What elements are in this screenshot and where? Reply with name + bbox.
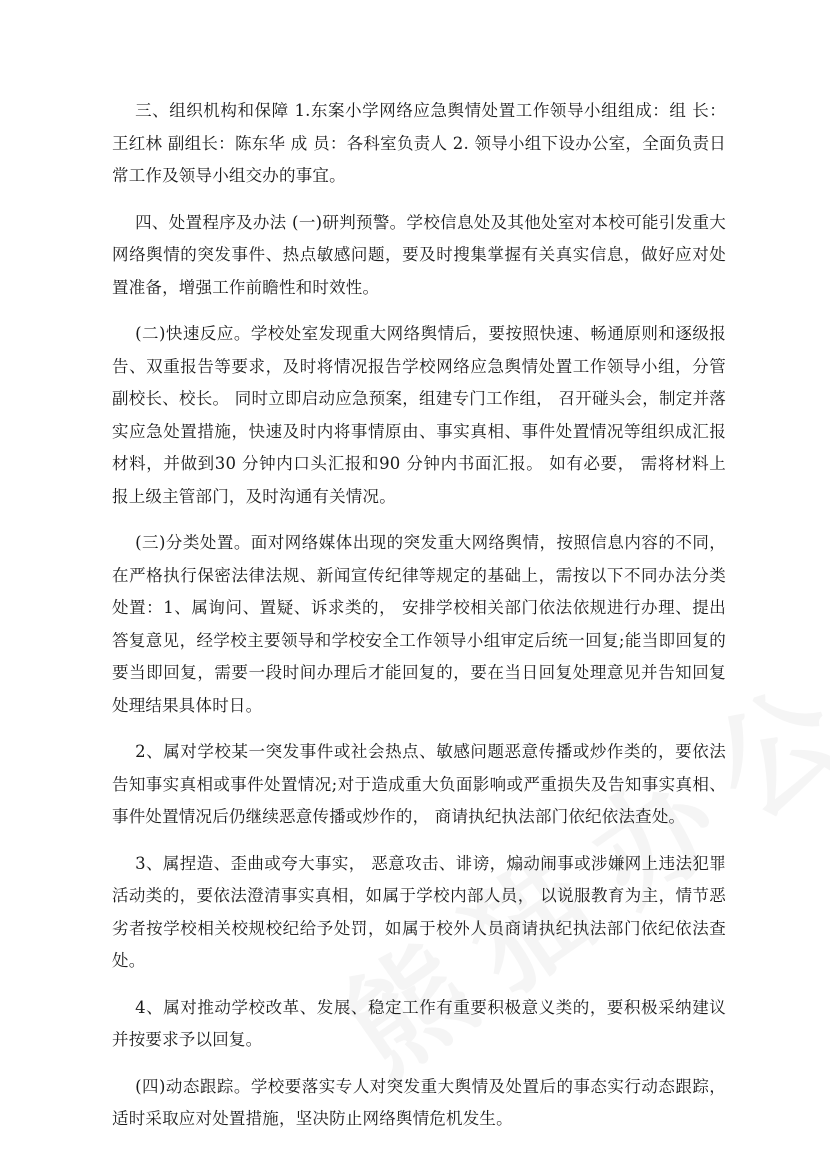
paragraph-rapid-response: (二)快速反应。学校处室发现重大网络舆情后，要按照快速、畅通原则和逐级报告、双重报告等要求，及时将情况报告学校网络应急舆情处置工作领导小组，分管副校长、校长。 同时立即启动应急预案，组建专门工作组， 召开碰头会，制定并落实应急处置措施，快速及时内将事情原由、事实真相、事件处置情况等组织成汇报材料，并做到30 分钟内口头汇报和90 分钟内书面汇报。 如有必要， 需将材料上报上级主管部门，及时沟通有关情况。 bbox=[112, 324, 726, 506]
paragraph-item-4: 4、属对推动学校改革、发展、稳定工作有重要积极意义类的，要积极采纳建议并按要求予以回复。 bbox=[112, 997, 726, 1049]
document-body bbox=[112, 95, 726, 1150]
paragraph-classified-handling: (三)分类处置。面对网络媒体出现的突发重大网络舆情，按照信息内容的不同，在严格执行保密法律法规、新闻宣传纪律等规定的基础上，需按以下不同办法分类处置：1、属询问、置疑、诉求类的， 安排学校相关部门依法依规进行办理、提出答复意见，经学校主要领导和学校安全工作领导小组审定后统一回复;能当即回复的要当即回复，需要一段时间办理后才能回复的，要在当日回复处理意见并告知回复处理结果具体时日。 bbox=[112, 533, 726, 715]
paragraph-procedures-warning: 四、处置程序及办法 (一)研判预警。学校信息处及其他处室对本校可能引发重大网络舆情的突发事件、热点敏感问题，要及时搜集掌握有关真实信息，做好应对处置准备，增强工作前瞻性和时效性。 bbox=[112, 212, 726, 297]
paragraph-item-2: 2、属对学校某一突发事件或社会热点、敏感问题恶意传播或炒作类的，要依法告知事实真相或事件处置情况;对于造成重大负面影响或严重损失及告知事实真相、事件处置情况后仍继续恶意传播或炒作的， 商请执纪执法部门依纪依法查处。 bbox=[112, 742, 726, 826]
paragraph-dynamic-tracking: (四)动态跟踪。学校要落实专人对突发重大舆情及处置后的事态实行动态跟踪，适时采取应对处置措施，坚决防止网络舆情危机发生。 bbox=[112, 1076, 726, 1128]
paragraph-item-3: 3、属捏造、歪曲或夸大事实， 恶意攻击、诽谤，煽动闹事或涉嫌网上违法犯罪活动类的，要依法澄清事实真相，如属于学校内部人员， 以说服教育为主，情节恶劣者按学校相关校规校纪给予处罚，如属于校外人员商请执纪执法部门依纪依法查处。 bbox=[112, 853, 726, 970]
paragraph-organization: 三、组织机构和保障 1.东案小学网络应急舆情处置工作领导小组组成：组 长：王红林 副组长：陈东华 成 员：各科室负责人 2. 领导小组下设办公室，全面负责日常工作及领导小组交办的事宜。 bbox=[112, 101, 726, 185]
